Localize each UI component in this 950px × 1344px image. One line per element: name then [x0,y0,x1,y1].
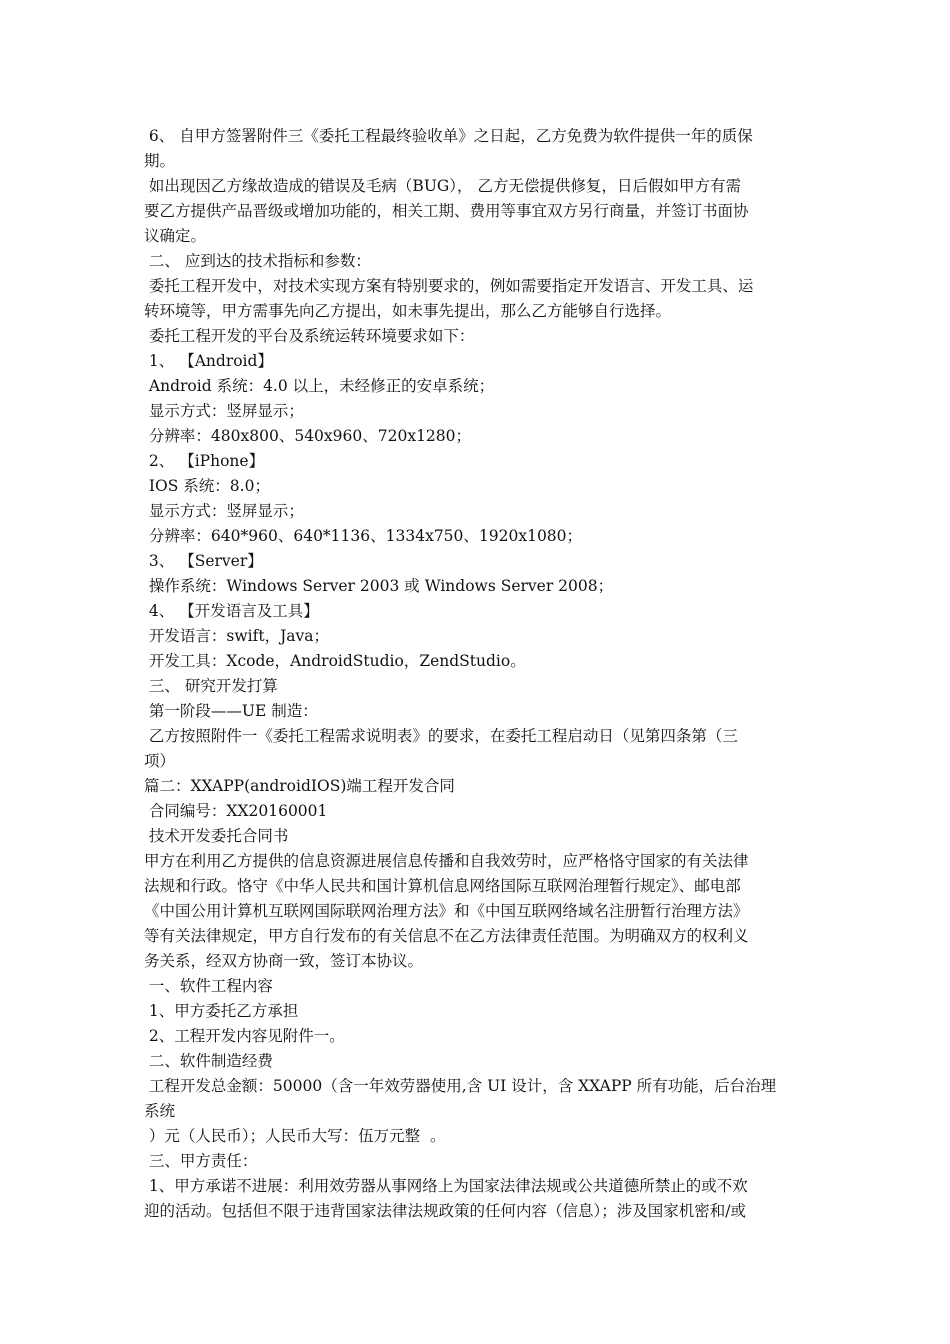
text-line: 法规和行政。恪守《中华人民共和国计算机信息网络国际互联网治理暂行规定》、邮电部 [144,877,741,895]
text-line: 操作系统：Windows Server 2003 或 Windows Server 2008； [144,577,614,595]
text-line: 如出现因乙方缘故造成的错误及毛病（BUG）， 乙方无偿提供修复，日后假如甲方有需 [144,177,741,195]
text-line: 务关系，经双方协商一致，签订本协议。 [144,952,424,970]
text-line: 开发工具：Xcode，AndroidStudio，ZendStudio。 [144,652,526,670]
text-line: Android 系统：4.0 以上，未经修正的安卓系统； [144,377,495,395]
list-heading: 1、 【Android】 [144,352,273,370]
text-line: 转环境等，甲方需事先向乙方提出，如未事先提出，那么乙方能够自行选择。 [144,302,672,320]
text-line: 开发语言：swift，Java； [144,627,330,645]
text-line: ）元（人民币）；人民币大写：伍万元整 。 [144,1127,446,1145]
list-heading: 2、 【iPhone】 [144,452,265,470]
text-line: 等有关法律规定，甲方自行发布的有关信息不在乙方法律责任范围。为明确双方的权利义 [144,927,749,945]
text-line: 期。 [144,152,176,170]
document-body [144,124,810,1224]
text-line: 分辨率：480x800、540x960、720x1280； [144,427,472,445]
text-line: 显示方式：竖屏显示； [144,402,304,420]
contract-number: 合同编号：XX20160001 [144,802,328,820]
text-line: 1、甲方承诺不进展：利用效劳器从事网络上为国家法律法规或公共道德所禁止的或不欢 [144,1177,748,1195]
document-title: 篇二：XXAPP(androidIOS)端工程开发合同 [144,777,455,795]
text-line: 第一阶段——UE 制造： [144,702,318,720]
text-line: 6、 自甲方签署附件三《委托工程最终验收单》之日起，乙方免费为软件提供一年的质保 [144,127,753,145]
section-heading: 三、 研究开发打算 [144,677,278,695]
section-heading: 三、甲方责任： [144,1152,258,1170]
text-line: IOS 系统：8.0； [144,477,270,495]
list-heading: 4、 【开发语言及工具】 [144,602,319,620]
text-line: 分辨率：640*960、640*1136、1334x750、1920x1080； [144,527,583,545]
section-heading: 二、软件制造经费 [144,1052,273,1070]
text-line: 系统 [144,1102,176,1120]
text-line: 2、工程开发内容见附件一。 [144,1027,345,1045]
text-line: 委托工程开发的平台及系统运转环境要求如下： [144,327,475,345]
text-line: 工程开发总金额：50000（含一年效劳器使用,含 UI 设计，含 XXAPP 所有功能，后台治理 [144,1077,777,1095]
text-line: 委托工程开发中，对技术实现方案有特别要求的，例如需要指定开发语言、开发工具、运 [144,277,754,295]
text-line: 议确定。 [144,227,207,245]
text-line: 显示方式：竖屏显示； [144,502,304,520]
text-line: 乙方按照附件一《委托工程需求说明表》的要求，在委托工程启动日（见第四条第（三 [144,727,738,745]
list-heading: 3、 【Server】 [144,552,263,570]
section-heading: 二、 应到达的技术指标和参数： [144,252,371,270]
text-line: 项） [144,752,176,770]
text-line: 1、甲方委托乙方承担 [144,1002,299,1020]
text-line: 甲方在利用乙方提供的信息资源进展信息传播和自我效劳时，应严格恪守国家的有关法律 [144,852,749,870]
text-line: 迎的活动。包括但不限于违背国家法律法规政策的任何内容（信息）；涉及国家机密和/或 [144,1202,746,1220]
contract-title: 技术开发委托合同书 [144,827,289,845]
text-line: 《中国公用计算机互联网国际联网治理方法》和《中国互联网络域名注册暂行治理方法》 [144,902,749,920]
section-heading: 一、软件工程内容 [144,977,273,995]
text-line: 要乙方提供产品晋级或增加功能的，相关工期、费用等事宜双方另行商量，并签订书面协 [144,202,749,220]
